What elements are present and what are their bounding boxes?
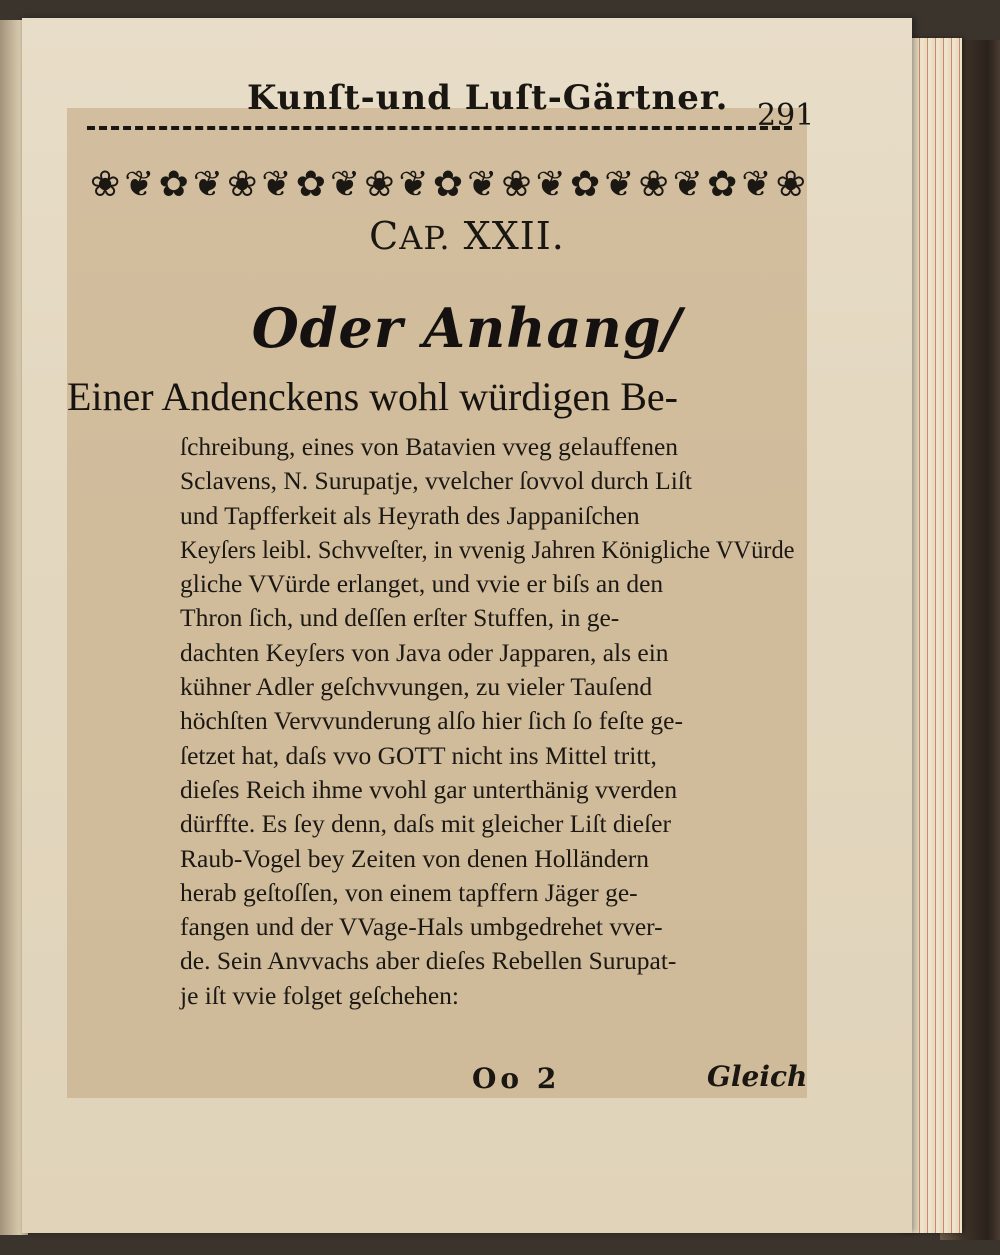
text-line: dieſes Reich ihme vvohl gar unterthänig vverden: [180, 774, 678, 804]
text-line: ſchreibung, eines von Batavien vveg gelauffenen: [180, 432, 679, 461]
ornament-glyph: ❦: [261, 164, 292, 205]
ornament-glyph: ❦: [604, 164, 635, 205]
ornament-band: [90, 158, 806, 212]
ornament-glyph: ✿: [432, 164, 463, 205]
book-page: [22, 18, 912, 1233]
ornament-glyph: ❀: [227, 164, 258, 205]
text-line: ſetzet hat, daſs vvo GOTT nicht ins Mittel tritt,: [180, 740, 657, 770]
ornament-glyph: ✿: [569, 164, 601, 205]
ornament-glyph: ❀: [638, 164, 669, 205]
text-line: Sclavens, N. Surupatje, vvelcher ſovvol durch Liſt: [180, 466, 693, 496]
chapter-title-ap: AP.: [399, 219, 451, 257]
header-rule: [87, 126, 792, 130]
ornament-glyph: ❦: [192, 164, 224, 205]
text-line: je iſt vvie folget geſchehen:: [180, 980, 459, 1010]
body-text: [180, 430, 795, 1013]
ornament-glyph: ✿: [295, 164, 326, 205]
ornament-glyph: ❀: [364, 164, 395, 205]
chapter-subtitle: Oder Anhang/: [251, 296, 683, 360]
text-line: de. Sein Anvvachs aber dieſes Rebellen Surupat-: [180, 946, 677, 976]
signature-mark: Oo 2: [472, 1062, 561, 1095]
text-line: und Tapfferkeit als Heyrath des Jappaniſchen: [180, 500, 640, 530]
ornament-glyph: ✿: [707, 164, 738, 205]
text-line: gliche VVürde erlanget, und vvie er biſs an den: [180, 569, 664, 599]
text-line: höchſten Vervvunderung alſo hier ſich ſo feſte ge-: [180, 706, 683, 736]
ornament-glyph: ❦: [398, 164, 429, 205]
text-line: dürffte. Es ſey denn, daſs mit gleicher Liſt dieſer: [180, 809, 671, 839]
page-number: 291: [757, 98, 815, 133]
text-line: dachten Keyſers von Java oder Japparen, als ein: [180, 637, 669, 667]
ornament-glyph: ❦: [672, 164, 703, 205]
ornament-glyph: ❦: [467, 164, 498, 205]
chapter-title-cap: C: [369, 214, 400, 258]
chapter-number: XXII.: [463, 214, 565, 258]
ornament-glyph: ❀: [775, 164, 806, 205]
text-line: herab geſtoſſen, von einem tapffern Jäger ge-: [180, 877, 638, 907]
text-line: kühner Adler geſchvvungen, zu vieler Tauſend: [180, 672, 653, 702]
text-line: Raub-Vogel bey Zeiten von denen Holländern: [180, 843, 650, 873]
text-line: Keyſers leibl. Schvveſter, in vvenig Jahren Königliche VVürde: [180, 534, 795, 564]
running-head: Kunſt-und Luſt-Gärtner.: [247, 78, 729, 118]
ornament-glyph: ✿: [158, 164, 189, 205]
ornament-glyph: ❀: [501, 164, 532, 205]
ornament-glyph: ❦: [741, 164, 772, 205]
text-line: fangen und der VVage-Hals umbgedrehet vver-: [180, 912, 663, 942]
ornament-glyph: ❦: [329, 164, 361, 205]
catchword: Gleich: [707, 1060, 808, 1093]
ornament-glyph: ❦: [535, 164, 566, 205]
lead-line: Einer Andenckens wohl würdigen Be-: [67, 374, 678, 419]
text-line: Thron ſich, und deſſen erſter Stuffen, in ge-: [180, 603, 620, 633]
ornament-glyph: ❦: [124, 164, 155, 205]
ornament-glyph: ❀: [90, 164, 121, 205]
chapter-title: [22, 214, 912, 258]
